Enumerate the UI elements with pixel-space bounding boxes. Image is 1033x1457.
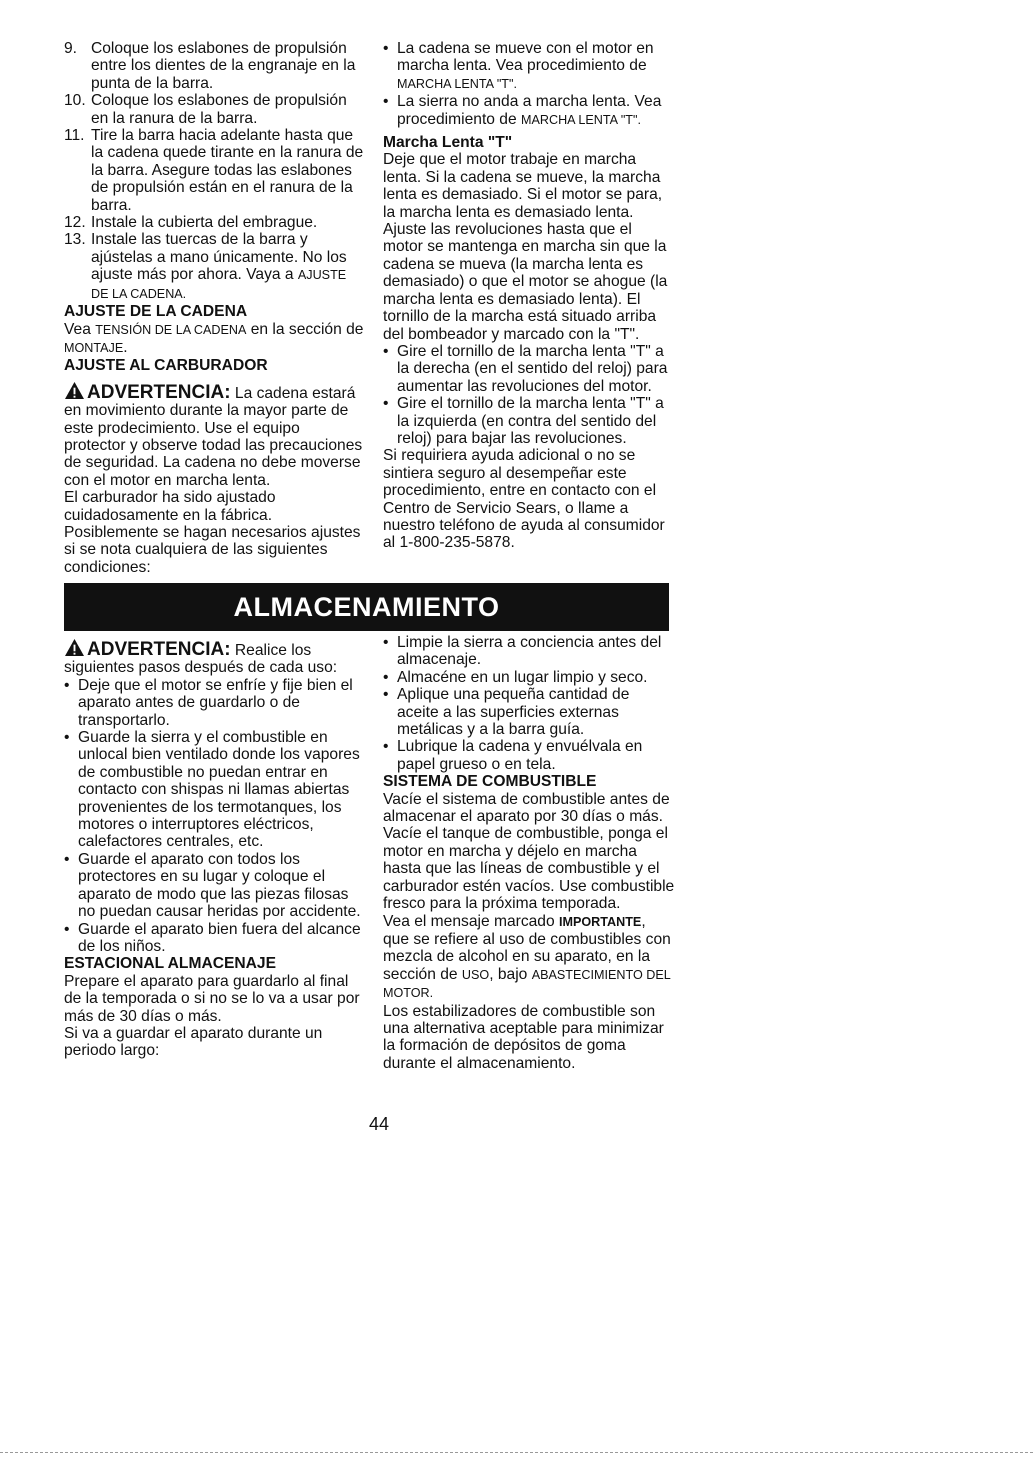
step-13: 13. Instale las tuercas de la barra y ajústelas a mano únicamente. No los ajuste más por ahora. Vaya a AJUSTE DE LA CADENA. <box>64 231 347 301</box>
seasonal-text: Prepare el aparato para guardarlo al final de la temporada o si no se lo va a usar por más de 30 días o más. <box>64 972 360 1025</box>
chain-adjust-text: Vea TENSIÓN DE LA CADENA en la sección de MONTAJE. <box>64 320 364 356</box>
fuel-system-text: Vacíe el sistema de combustible antes de almacenar el aparato por 30 días o más. Vacíe el tanque de combustible, ponga el motor en marcha y déjelo en marcha hasta que las líneas de combustible y el carburador estén vacíos. Use combustible fresco para la próxima temporada. <box>383 790 675 913</box>
bottom-right-column <box>383 634 675 1072</box>
top-left-column <box>64 40 364 576</box>
storage-step: • Guarde la sierra y el combustible en unlocal bien ventilado donde los vapores de combustible no puedan entrar en contacto con shispas ni llamas abiertas provenientes de los termotanques, los motores o interruptores eléctricos, calefactores centrales, etc. <box>64 729 360 851</box>
step-9: 9. Coloque los eslabones de propulsión entre los dientes de la engranaje en la punta de la barra. <box>64 40 356 92</box>
storage-prep-item: • Almacéne en un lugar limpio y seco. <box>383 668 648 686</box>
storage-prep-item: • Aplique una pequeña cantidad de aceite a las superficies externas metálicas y a la barra guía. <box>383 686 630 739</box>
idle-instruction: • Gire el tornillo de la marcha lenta "T" a la izquierda (en contra del sentido del reloj) para bajar las revoluciones. <box>383 395 664 447</box>
carburetor-warning: ADVERTENCIA: La cadena estará en movimiento durante la mayor parte de este prodecimiento. Use el equipo protector y observe todad las precauciones de seguridad. La cadena no debe moverse con el motor en marcha lenta. <box>64 381 363 489</box>
condition-item: • La sierra no anda a marcha lenta. Vea procedimiento de MARCHA LENTA "T". <box>383 93 662 128</box>
seasonal-heading: ESTACIONAL ALMACENAJE <box>64 955 276 973</box>
section-title-banner: ALMACENAMIENTO <box>64 583 669 631</box>
top-right-column <box>383 40 675 552</box>
step-13-reference: AJUSTE DE LA CADENA. <box>91 268 347 301</box>
idle-text: Deje que el motor trabaje en marcha lenta. Si la cadena se mueve, la marcha lenta es demasiado. Si el motor se para, la marcha lenta es demasiado lenta. Ajuste las revoluciones hasta que el motor se mantenga en marcha sin que la cadena se mueva (la marcha lenta es demasiado) o que el motor se ahogue (la marcha lenta es demasiado lenta). El tornillo de la marcha está situado arriba del bombeador y marcado con la "T". <box>383 151 668 343</box>
page-number: 44 <box>369 1114 390 1134</box>
stabilizer-text: Los estabilizadores de combustible son una alternativa aceptable para minimizar la formación de depósitos de goma durante el almacenamiento. <box>383 1002 664 1072</box>
idle-instruction: • Gire el tornillo de la marcha lenta "T" a la derecha (en el sentido del reloj) para aumentar las revoluciones del motor. <box>383 342 668 395</box>
step-10: 10. Coloque los eslabones de propulsión en la ranura de la barra. <box>64 92 347 127</box>
storage-step: • Guarde el aparato bien fuera del alcance de los niños. <box>64 920 361 955</box>
bottom-left-column <box>64 634 364 1060</box>
warning-icon <box>64 638 85 657</box>
storage-prep-item: • Lubrique la cadena y envuélvala en papel grueso o en tela. <box>383 738 643 773</box>
carburetor-heading: AJUSTE AL CARBURADOR <box>64 357 268 375</box>
storage-prep-item: • Limpie la sierra a conciencia antes del almacenaje. <box>383 634 662 669</box>
storage-step: • Guarde el aparato con todos los protectores en su lugar y coloque el aparato de modo que las piezas filosas no puedan causar heridas por accidente. <box>64 850 361 921</box>
chain-adjust-heading: AJUSTE DE LA CADENA <box>64 303 248 321</box>
warning-icon <box>64 381 85 400</box>
help-text: Si requiriera ayuda adicional o no se sintiera seguro al desempeñar este procedimiento, entre en contacto con el Centro de Servicio Sears, o llame a nuestro teléfono de ayuda al consumidor al 1-800-235-5878. <box>383 447 665 552</box>
page-edge-divider <box>0 1452 1033 1453</box>
fuel-system-heading: SISTEMA DE COMBUSTIBLE <box>383 773 597 791</box>
warning-label: ADVERTENCIA: <box>87 639 231 660</box>
seasonal-text-long-term: Si va a guardar el aparato durante un periodo largo: <box>64 1024 323 1060</box>
step-11: 11. Tire la barra hacia adelante hasta que la cadena quede tirante en la ranura de la barra. Asegure todas las eslabones de propulsión están en el ranura de la barra. <box>64 127 364 214</box>
storage-step: • Deje que el motor se enfríe y fije bien el aparato antes de guardarlo o de transportarlo. <box>64 676 353 729</box>
carburetor-text: El carburador ha sido ajustado cuidadosamente en la fábrica. Posiblemente se hagan necesarios ajustes si se nota cualquiera de las siguientes condiciones: <box>64 489 361 576</box>
idle-heading: Marcha Lenta "T" <box>383 134 513 152</box>
storage-warning: ADVERTENCIA: Realice los siguientes pasos después de cada uso: <box>64 639 338 677</box>
step-12: 12. Instale la cubierta del embrague. <box>64 214 318 232</box>
fuel-note: Vea el mensaje marcado IMPORTANTE, que se refiere al uso de combustibles con mezcla de alcohol en su aparato, en la sección de USO, bajo ABASTECIMIENTO DEL MOTOR. <box>383 912 671 1001</box>
condition-item: • La cadena se mueve con el motor en marcha lenta. Vea procedimiento de MARCHA LENTA "T". <box>383 40 654 91</box>
warning-label: ADVERTENCIA: <box>87 381 231 403</box>
